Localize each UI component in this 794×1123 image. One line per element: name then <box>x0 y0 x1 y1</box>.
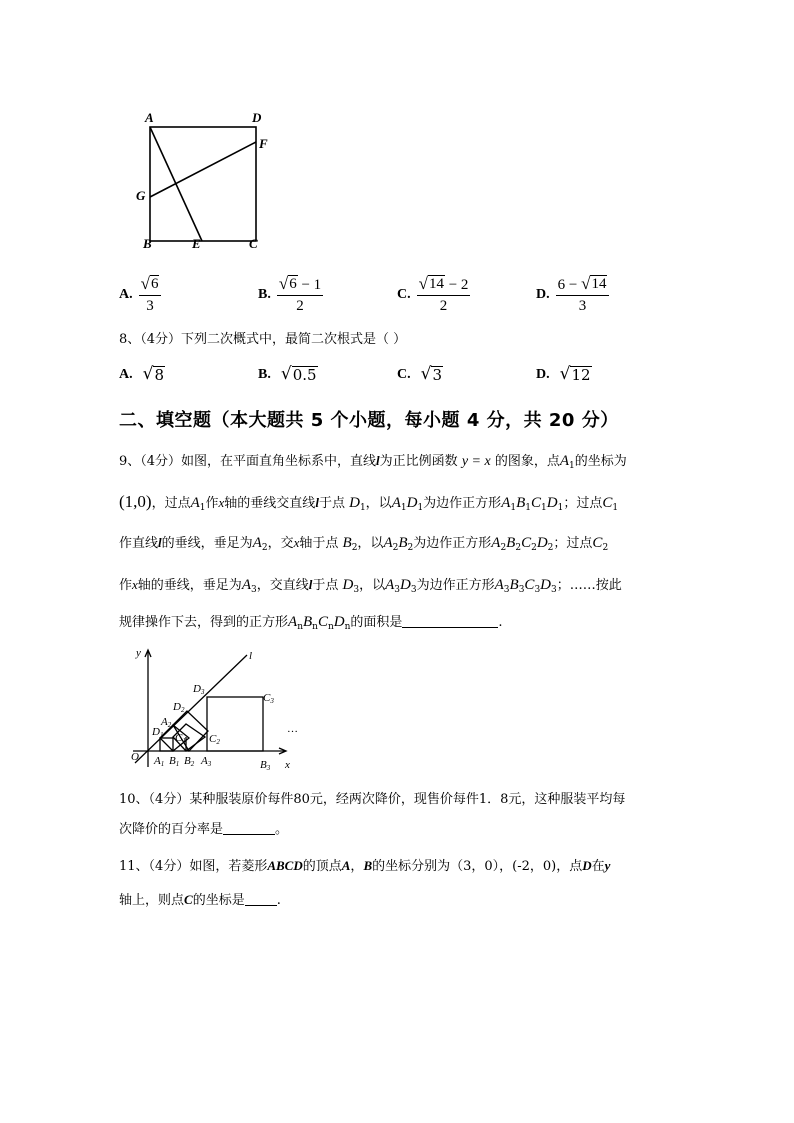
numerator-pre: 6 − <box>557 277 582 293</box>
numerator-rest: − 2 <box>444 277 469 293</box>
label-d2: D2 <box>173 701 185 714</box>
q8-option-a[interactable]: A. √ 8 <box>119 364 165 384</box>
label-a2: A2 <box>161 716 172 729</box>
answer-blank[interactable] <box>223 820 275 835</box>
coordinate-figure <box>127 645 307 775</box>
option-letter: C. <box>397 367 411 382</box>
q11-line-2: 轴上，则点C的坐标是 . <box>119 892 281 908</box>
q8-option-d[interactable]: D. √ 12 <box>536 364 591 384</box>
option-letter: B. <box>258 287 271 302</box>
q9-line-3: 作直线l的垂线，垂足为$A_2$，交x轴于点 $B_2$，以$A_2B_2$为边作正方形$A_2B_2C_2D_2$；过点$C_2$ <box>119 535 609 553</box>
fraction: √ 6 3 <box>139 275 162 315</box>
label-y: y <box>136 647 141 659</box>
denominator: 3 <box>146 298 154 314</box>
label-d3: D3 <box>193 683 205 696</box>
q9-line-2: (1,0)，过点$A_1$作x轴的垂线交直线l于点 $D_1$，以$A_1D_1$为边作正方形$A_1B_1C_1D_1$；过点$C_1$ <box>119 492 619 513</box>
label-b2: B2 <box>184 755 195 768</box>
label-b: B <box>143 236 152 251</box>
radicand: 6 <box>150 276 159 292</box>
label-c2: C2 <box>209 733 220 746</box>
q7-option-c[interactable] <box>397 275 470 315</box>
radicand: 12 <box>571 366 591 384</box>
q8-option-c[interactable]: C. √ 3 <box>397 364 443 384</box>
label-l: l <box>249 650 253 662</box>
label-a1: A1 <box>154 755 165 768</box>
label-f: F <box>259 136 268 151</box>
label-d: D <box>252 110 262 125</box>
label-e: E <box>192 236 201 251</box>
q7-option-b[interactable] <box>258 275 323 315</box>
option-letter: B. <box>258 367 271 382</box>
q9-line-5: 规律操作下去，得到的正方形$A_nB_nC_nD_n$的面积是 . <box>119 614 503 632</box>
q10-line-2: 次降价的百分率是 。 <box>119 822 289 837</box>
denominator: 2 <box>296 298 304 314</box>
q9-line-1: 9、（4分）如图，在平面直角坐标系中，直线l为正比例函数 y = x 的图象，点$A_1$的坐标为 <box>119 453 627 471</box>
fraction: 6 − √ 14 3 <box>556 275 610 315</box>
label-c1: C1 <box>175 732 186 745</box>
segment-gf <box>150 142 256 197</box>
q8-option-b[interactable]: B. √ 0.5 <box>258 364 317 384</box>
option-letter: A. <box>119 287 133 302</box>
q8-stem: 8、（4分）下列二次概式中，最简二次根式是（ ） <box>119 332 407 347</box>
q10-line-1: 10、（4分）某种服装原价每件80元，经两次降价，现售价每件1．8元，这种服装平均每 <box>119 792 626 807</box>
fraction: √ 6 − 1 2 <box>278 274 322 314</box>
label-b1: B1 <box>169 755 180 768</box>
radicand: 0.5 <box>292 366 317 384</box>
radicand: 3 <box>432 366 443 384</box>
radicand: 8 <box>154 366 165 384</box>
q7-option-d[interactable] <box>536 275 609 315</box>
label-c: C <box>249 236 258 251</box>
radicand: 14 <box>428 276 444 292</box>
radicand: 14 <box>591 276 607 292</box>
label-x: x <box>285 759 290 771</box>
numerator-rest: − 1 <box>297 277 322 293</box>
section-title: 二、填空题（本大题共 5 个小题，每小题 4 分，共 20 分） <box>119 410 619 431</box>
answer-blank[interactable] <box>245 891 277 906</box>
label-c3: C3 <box>263 692 274 705</box>
option-letter: D. <box>536 367 550 382</box>
option-letter: C. <box>397 287 411 302</box>
label-o: O <box>131 751 139 763</box>
option-letter: A. <box>119 367 133 382</box>
label-dots: … <box>287 723 298 735</box>
denominator: 2 <box>439 298 448 314</box>
label-g: G <box>136 188 146 203</box>
answer-blank[interactable] <box>402 613 498 628</box>
radicand: 6 <box>289 276 297 292</box>
square-figure <box>125 105 285 260</box>
square-abcd <box>150 127 256 241</box>
fraction: √ 14 − 2 2 <box>418 274 469 314</box>
label-d1: D1 <box>152 726 164 739</box>
label-a: A <box>145 110 154 125</box>
label-b3: B3 <box>260 759 271 772</box>
option-letter: D. <box>536 287 550 302</box>
q7-option-a[interactable] <box>119 275 161 315</box>
q11-line-1: 11、（4分）如图，若菱形ABCD的顶点A，B的坐标分别为（3，0），(-2，0)，点D在y <box>119 858 611 874</box>
label-a3: A3 <box>201 755 212 768</box>
denominator: 3 <box>578 298 587 314</box>
q9-line-4: 作x轴的垂线，垂足为$A_3$，交直线l于点 $D_3$，以$A_3D_3$为边作正方形$A_3B_3C_3D_3$；……按此 <box>119 577 622 595</box>
